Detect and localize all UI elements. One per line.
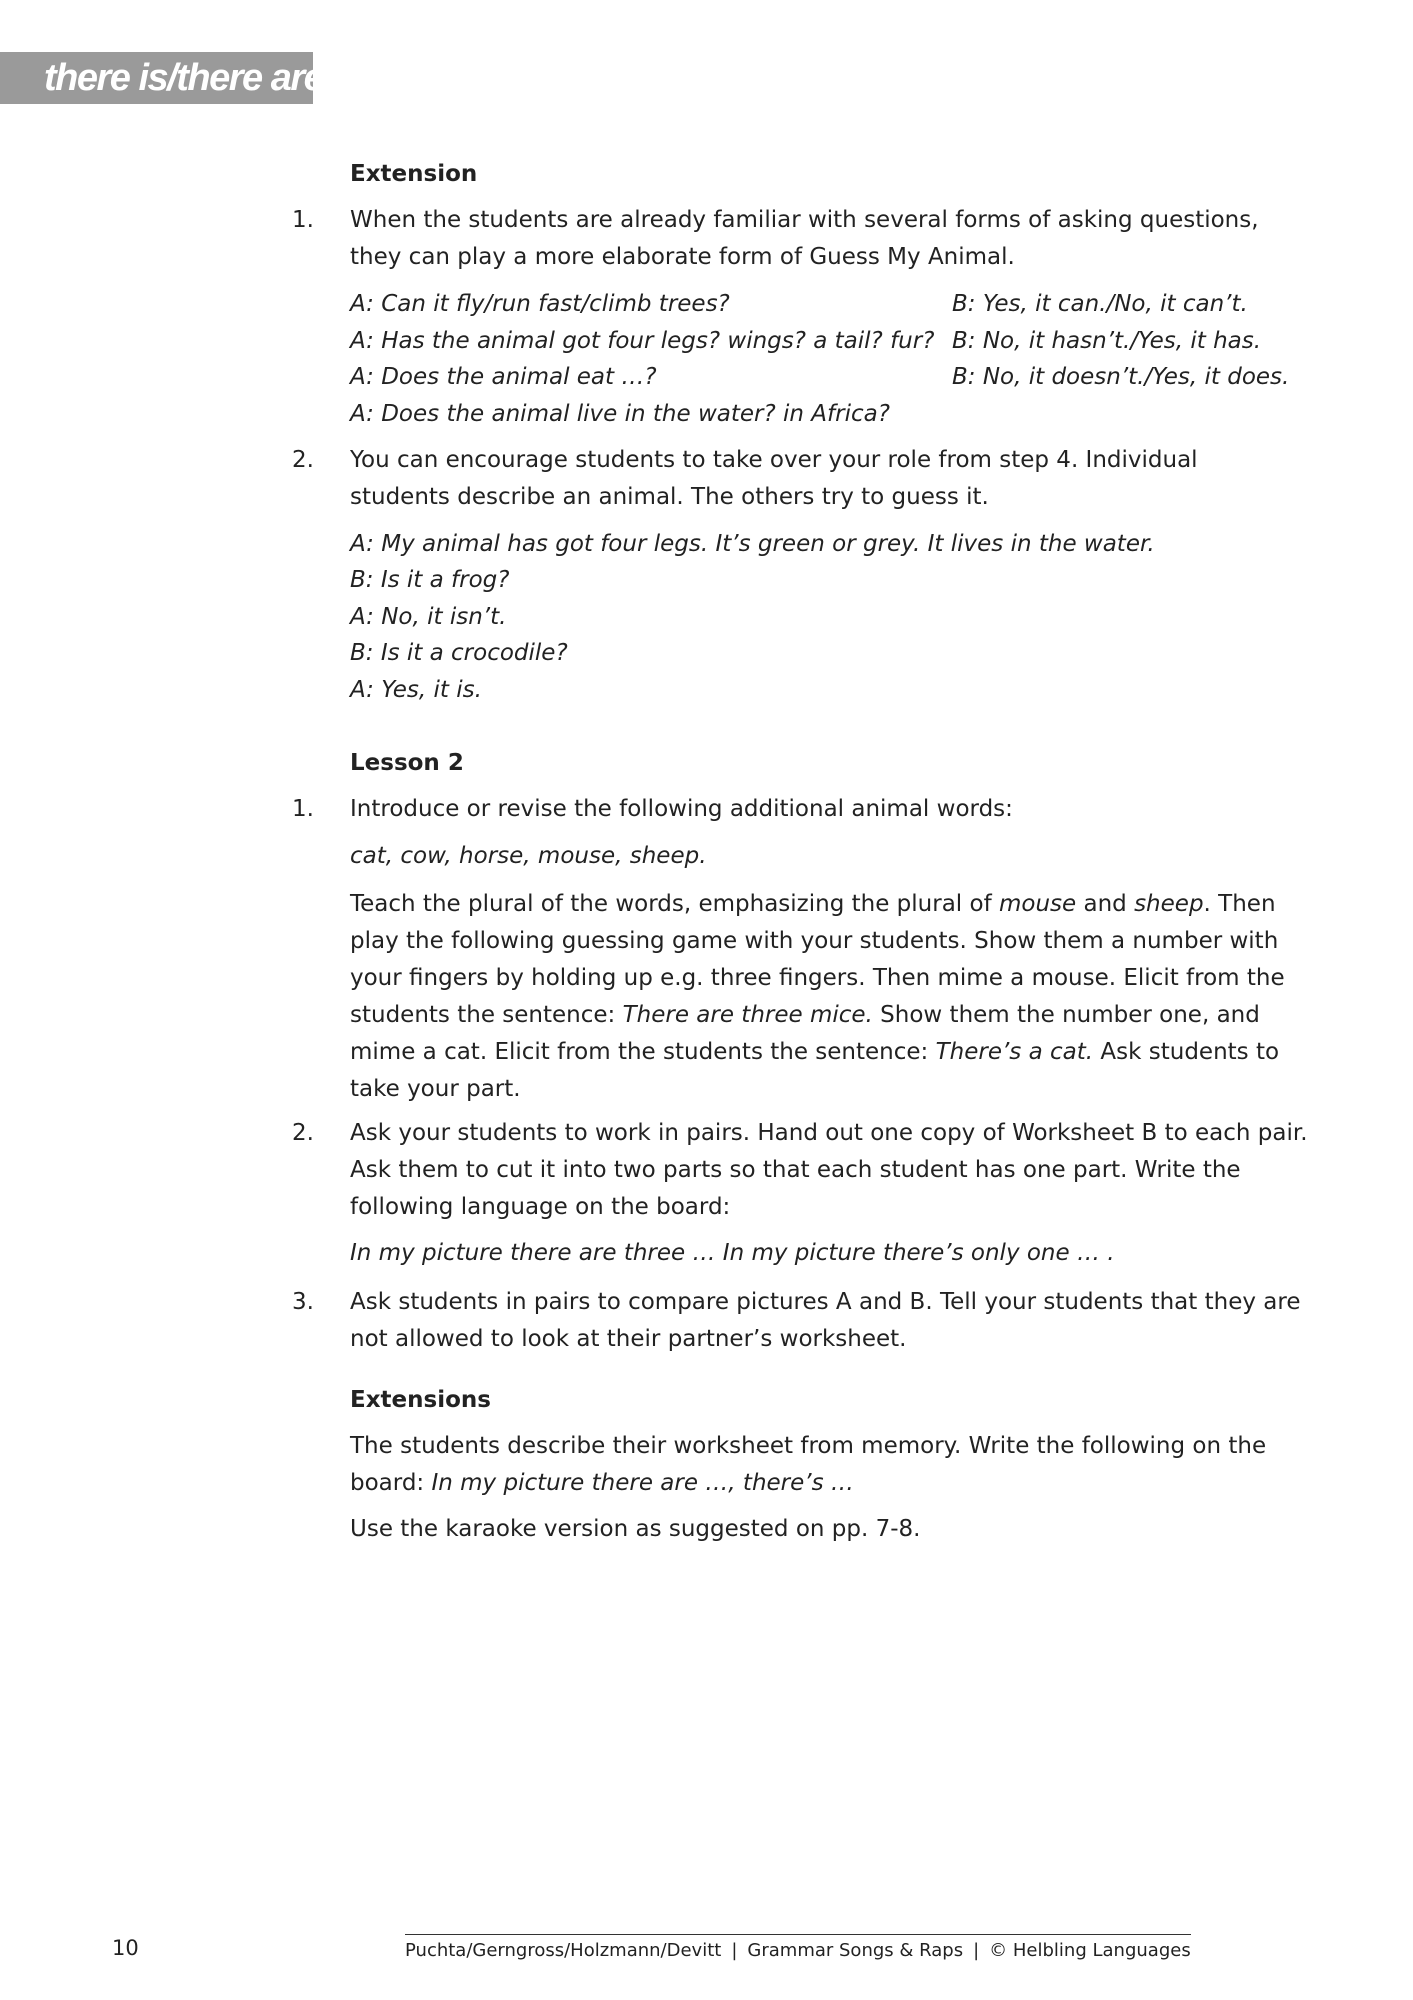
board-language: In my picture there are three … In my picture there’s only one … . (350, 1240, 1115, 1266)
list-number: 2. (292, 447, 314, 473)
animal-words: cat, cow, horse, mouse, sheep. (350, 843, 707, 869)
dialogue-answer: B: Yes, it can./No, it can’t. (952, 291, 1248, 317)
footer-separator: | (731, 1940, 738, 1961)
list-number: 2. (292, 1120, 314, 1146)
extension-item-2-text: You can encourage students to take over your role from step 4. Individual students describe an animal. The others try to guess it. (350, 447, 1198, 510)
lesson2-heading: Lesson 2 (350, 750, 464, 776)
dialogue-line: B: Is it a frog? (350, 567, 510, 593)
dialogue-line: A: Yes, it is. (350, 677, 482, 703)
section-banner: there is/there are (0, 52, 313, 104)
footer-publisher: © Helbling Languages (989, 1940, 1191, 1961)
footer-authors: Puchta/Gerngross/Holzmann/Devitt (405, 1940, 722, 1961)
extensions-karaoke-note: Use the karaoke version as suggested on pp. 7-8. (350, 1516, 921, 1542)
dialogue-line: A: No, it isn’t. (350, 604, 507, 630)
footer-separator: | (973, 1940, 980, 1961)
list-number: 1. (292, 796, 314, 822)
dialogue-question: A: Can it fly/run fast/climb trees? (350, 291, 730, 317)
dialogue-question: A: Has the animal got four legs? wings? a tail? fur? (350, 328, 935, 354)
extension-heading: Extension (350, 161, 478, 187)
page-number: 10 (112, 1936, 139, 1960)
lesson2-item-1-paragraph: Teach the plural of the words, emphasizing the plural of mouse and sheep. Then play the following guessing game with your students. Show them a number with your fingers by holding up e.g. three fingers. Then mime a mouse. Elicit from the students the sentence: There are three mice. Show them the number one, and mime a cat. Elicit from the students the sentence: There’s a cat. Ask students to take your part. (350, 891, 1285, 1102)
dialogue-question: A: Does the animal live in the water? in Africa? (350, 401, 890, 427)
footer-credits (405, 1938, 1191, 1964)
list-number: 3. (292, 1289, 314, 1315)
dialogue-question: A: Does the animal eat …? (350, 364, 657, 390)
footer-rule (405, 1934, 1191, 1935)
lesson2-item-3-text: Ask students in pairs to compare pictures A and B. Tell your students that they are not allowed to look at their partner’s worksheet. (350, 1289, 1301, 1352)
dialogue-line: B: Is it a crocodile? (350, 640, 568, 666)
dialogue-line: A: My animal has got four legs. It’s green or grey. It lives in the water. (350, 531, 1155, 557)
dialogue-answer: B: No, it doesn’t./Yes, it does. (952, 364, 1290, 390)
extensions-heading: Extensions (350, 1387, 491, 1413)
list-number: 1. (292, 207, 314, 233)
lesson2-item-1-text: Introduce or revise the following additional animal words: (350, 796, 1013, 822)
dialogue-answer: B: No, it hasn’t./Yes, it has. (952, 328, 1262, 354)
footer-book: Grammar Songs & Raps (747, 1940, 964, 1961)
lesson2-item-2-text: Ask your students to work in pairs. Hand out one copy of Worksheet B to each pair. Ask them to cut it into two parts so that each student has one part. Write the following language on the board: (350, 1120, 1308, 1220)
extensions-paragraph: The students describe their worksheet from memory. Write the following on the board: In my picture there are …, there’s … (350, 1433, 1267, 1496)
extension-item-1-text: When the students are already familiar with several forms of asking questions, they can play a more elaborate form of Guess My Animal. (350, 207, 1259, 270)
